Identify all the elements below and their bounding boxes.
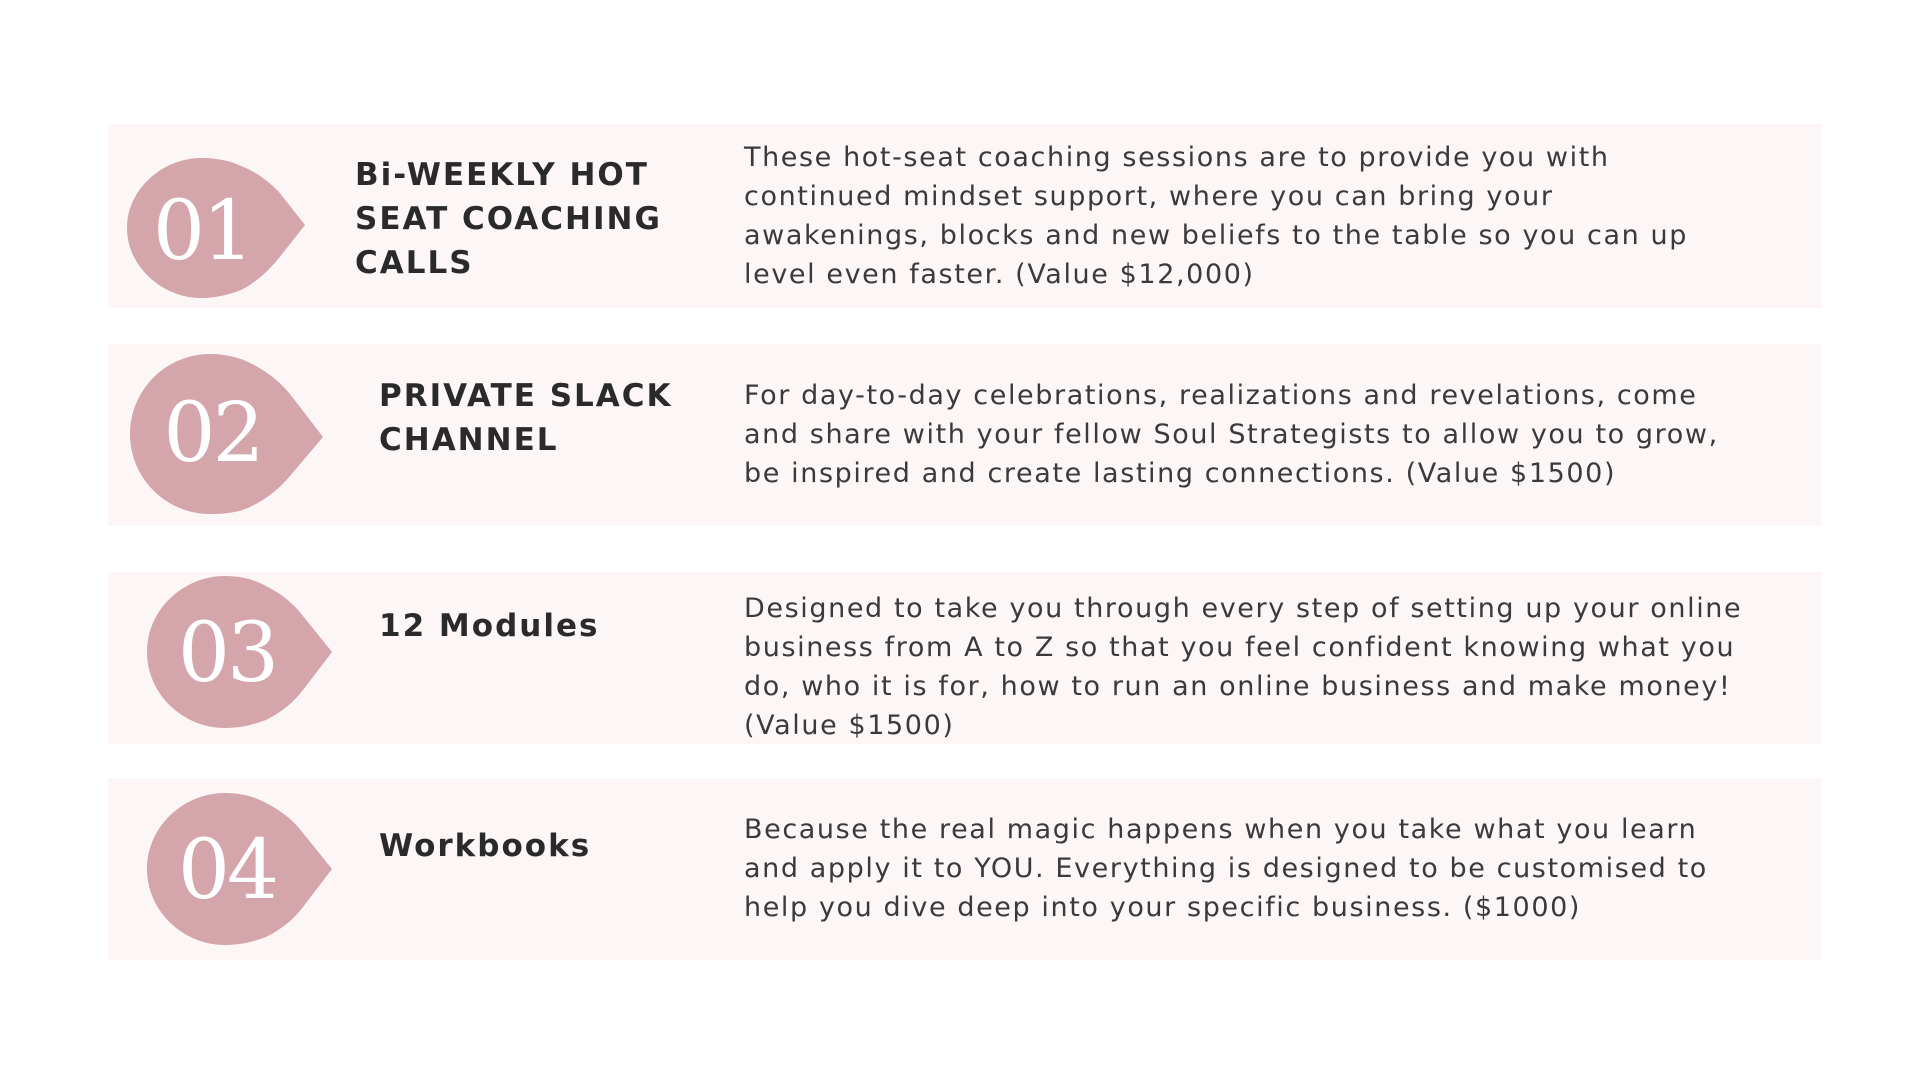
number-badge-4 — [147, 791, 347, 951]
number-badge-3 — [147, 574, 347, 734]
feature-title-4: Workbooks — [379, 828, 592, 864]
feature-description-3: Designed to take you through every step of setting up your online business from A to Z so that you feel confident knowing what you do, who it is for, how to run an online business and make money! (Value $1500) — [744, 593, 1743, 741]
feature-title-3: 12 Modules — [379, 608, 600, 644]
badge-number-4: 04 — [177, 823, 277, 918]
number-badge-2 — [130, 354, 330, 514]
badge-number-3: 03 — [177, 606, 277, 701]
badge-number-2: 02 — [163, 386, 262, 481]
feature-title-2: PRIVATE SLACK CHANNEL — [379, 378, 673, 458]
feature-description-2: For day-to-day celebrations, realizations and revelations, come and share with your fellow Soul Strategists to allow you to grow, be inspired and create lasting connections. (Value $1500) — [744, 380, 1719, 489]
feature-title-1: Bi-WEEKLY HOT SEAT COACHING CALLS — [355, 157, 662, 281]
feature-description-4: Because the real magic happens when you take what you learn and apply it to YOU. Everything is designed to be customised to help you dive deep into your specific business. ($1000) — [744, 814, 1708, 923]
feature-description-1: These hot-seat coaching sessions are to provide you with continued mindset support, where you can bring your awakenings, blocks and new beliefs to the table so you can up level even faster. (Value $12,000) — [744, 142, 1688, 290]
number-badge-1 — [127, 152, 327, 312]
badge-number-1: 01 — [152, 184, 252, 279]
